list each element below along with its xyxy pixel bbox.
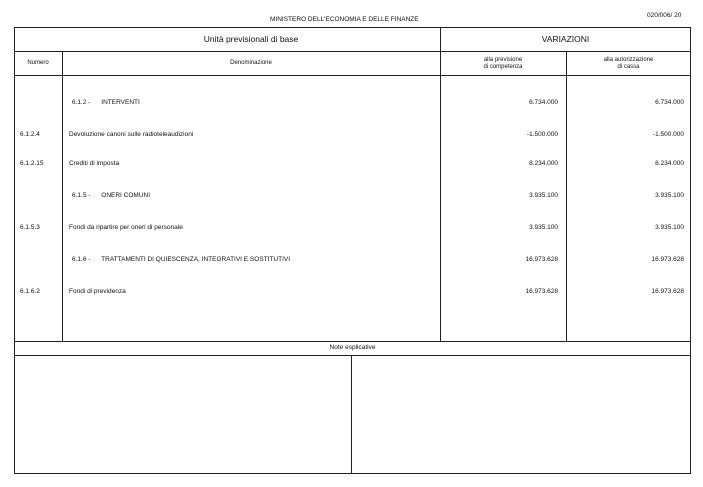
row-competenza: 3.935.100 [529,224,558,231]
row-numero: 6.1.2.15 [20,160,44,167]
col-header-cassa: alla autorizzazione di cassa [603,57,654,71]
row-cassa: 6.734.000 [655,99,684,106]
row-numero: 6.1.6.2 [20,288,40,295]
col-header-denominazione: Denominazione [230,60,272,66]
row-cassa: 3.935.100 [655,224,684,231]
row-numero: 6.1.5.3 [20,224,40,231]
row-cassa: 3.935.100 [655,192,684,199]
col-header-numero: Numero [27,60,49,66]
table-bottom-divider [14,341,691,342]
header-divider-1 [14,51,691,52]
row-competenza: 3.935.100 [529,192,558,199]
row-cassa: 8.234.000 [655,160,684,167]
row-denominazione: Fondi da ripartire per oneri di personale [69,224,183,231]
row-competenza: 6.734.000 [529,99,558,106]
row-cassa: 16.973.628 [651,256,684,263]
group-header-variazioni: VARIAZIONI [541,34,590,44]
col-divider-numero [62,51,63,341]
ministry-title: MINISTERO DELL'ECONOMIA E DELLE FINANZE [270,16,419,23]
page-reference: 020/006/ 20 [647,12,682,19]
row-denominazione: Fondi di previdenza [69,288,126,295]
row-denominazione: 6.1.5 - ONERI COMUNI [72,192,151,199]
row-denominazione: 6.1.2 - INTERVENTI [72,99,140,106]
notes-left-area [15,356,351,473]
row-denominazione: Devoluzione canoni sulle radioteleaudizioni [69,131,194,138]
row-competenza: 8.234.000 [529,160,558,167]
header-divider-2 [14,75,691,76]
notes-title: Note esplicative [329,344,376,351]
row-competenza: -1.500.000 [526,131,558,138]
row-denominazione: Crediti di imposta [69,160,120,167]
row-numero: 6.1.2.4 [20,131,40,138]
row-cassa: 16.973.628 [651,288,684,295]
col-header-competenza: alla previsione di competenza [483,57,523,71]
row-competenza: 16.973.628 [525,256,558,263]
group-header-upb: Unità previsionali di base [203,34,299,44]
row-cassa: -1.500.000 [652,131,684,138]
notes-right-area [352,356,690,473]
row-denominazione: 6.1.6 - TRATTAMENTI DI QUIESCENZA, INTEGRATIVI E SOSTITUTIVI [72,256,291,263]
row-competenza: 16.973.628 [525,288,558,295]
